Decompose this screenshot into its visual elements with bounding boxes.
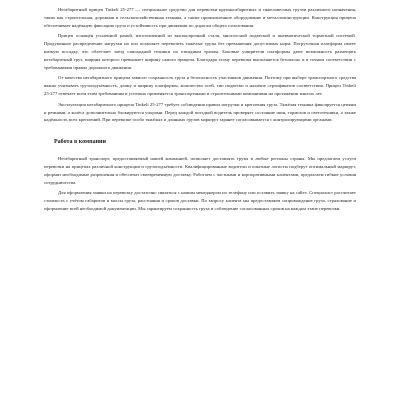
body-paragraph-5: Негабаритный транспорт, предоставляемый нашей компанией, позволяет доставлять грузы в любые регионы страны. Мы предлагаем услуги перевозки на прицепах различной конструкции и грузоподъёмности. Квалифицированные водители и опытные логисты подберут оптимальный маршрут, оформят необходимые разрешения и обеспечат своевременную доставку. Работаем с частными и корпоративными клиентами, предлагаем гибкие условия сотрудничества. [44,156,356,185]
body-paragraph-3: От качества негабаритного прицепа зависит сохранность груза и безопасность участников движения. Поэтому при выборе транспортного средства важно учитывать грузоподъёмность, длину и ширину платформы, количество осей, тип подвески и наличие сертификатов соответствия. Прицеп Tinkeli 25-277 отвечает всем этим требованиям и успешно применяется транспортными и строительными компаниями на протяжении многих лет. [44,75,356,96]
body-paragraph-4: Эксплуатация негабаритного прицепа Tinkeli 25-277 требует соблюдения правил погрузки и крепления груза. Тяжёлая техника фиксируется цепями и ремнями, а колёса дополнительно блокируются упорами. Перед каждой поездкой водитель проверяет состояние шин, тормозов и светотехники, а также надёжность всех креплений. При перевозке особо тяжёлых и длинных грузов маршрут заранее согласовывается с контролирующими органами. [44,101,356,123]
section-heading: Работа в компании [54,139,106,146]
body-paragraph-2: Прицеп оснащён усиленной рамой, изготовленной из высокопрочной стали, многоосной подвеской и пневматической тормозной системой. Продуманное распределение нагрузки на оси позволяет перевозить тяжёлые грузы без превышения допустимых норм. Погрузочная платформа имеет низкую посадку, что облегчает заезд самоходной техники по откидным трапам. Боковые уширители платформы дают возможность размещать негабаритный груз, ширина которого превышает ширину самого прицепа. Благодаря этому перевозка выполняется безопасно и в точном соответствии с требованиями правил дорожного движения. [44,33,356,70]
body-paragraph-1: Негабаритный прицеп Tinkeli 25-277 — специальное средство для перевозки крупногабаритных и тяжеловесных грузов различного назначения, таких как строительная, дорожная и сельскохозяйственная техника, а также промышленное оборудование и металлоконструкции. Конструкция прицепа обеспечивает надёжную фиксацию груза и устойчивость при движении по дорогам общего пользования. [44,7,356,28]
body-paragraph-6: Для оформления заявки на перевозку достаточно связаться с нашим менеджером по телефону или оставить заявку на сайте. Специалист рассчитает стоимость с учётом габаритов и массы груза, расстояния и сроков доставки. По запросу клиента мы предоставляем сопровождение груза, страхование и оформление всей необходимой документации. Мы гарантируем сохранность груза и соблюдение согласованных сроков на каждом этапе перевозки. [44,190,356,211]
